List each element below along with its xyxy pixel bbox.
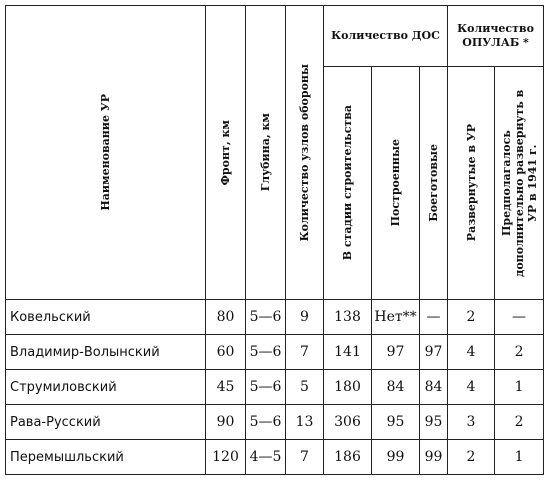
cell-front: 120 [206,440,246,475]
cell-front: 80 [206,300,246,335]
cell-dos-construction: 138 [324,300,372,335]
cell-dos-ready: — [420,300,448,335]
cell-name: Владимир-Волынский [6,335,206,370]
cell-name: Перемышльский [6,440,206,475]
cell-dos-ready: 95 [420,405,448,440]
cell-dos-construction: 180 [324,370,372,405]
cell-dos-construction: 306 [324,405,372,440]
header-opulab-deployed: Развернутые в УР [448,67,495,300]
cell-nodes: 7 [286,335,324,370]
header-dos-construction: В стадии строительства [324,67,372,300]
cell-depth: 5—6 [246,370,286,405]
cell-opulab-planned: 2 [495,405,544,440]
header-opulab-planned: Предполагалось дополнительно развернуть в УР в 1941 г. [495,67,544,300]
header-name: Наименование УР [6,6,206,300]
cell-front: 60 [206,335,246,370]
cell-dos-built: 97 [372,335,420,370]
table-row [6,300,544,335]
cell-dos-built: 95 [372,405,420,440]
cell-opulab-deployed: 4 [448,335,495,370]
cell-opulab-planned: 1 [495,440,544,475]
table-row [6,405,544,440]
header-nodes: Количество узлов обороны [286,6,324,300]
cell-dos-construction: 141 [324,335,372,370]
cell-opulab-deployed: 3 [448,405,495,440]
cell-nodes: 13 [286,405,324,440]
cell-depth: 5—6 [246,335,286,370]
header-dos-group: Количество ДОС [324,6,448,67]
cell-opulab-deployed: 2 [448,440,495,475]
cell-dos-construction: 186 [324,440,372,475]
header-dos-built: Построенные [372,67,420,300]
cell-opulab-planned: — [495,300,544,335]
header-dos-ready: Боеготовые [420,67,448,300]
cell-opulab-deployed: 4 [448,370,495,405]
cell-nodes: 5 [286,370,324,405]
cell-dos-ready: 84 [420,370,448,405]
header-front: Фронт, км [206,6,246,300]
cell-name: Ковельский [6,300,206,335]
cell-opulab-planned: 1 [495,370,544,405]
cell-dos-ready: 97 [420,335,448,370]
table-row [6,335,544,370]
cell-nodes: 7 [286,440,324,475]
table-row [6,440,544,475]
header-depth: Глубина, км [246,6,286,300]
cell-depth: 4—5 [246,440,286,475]
cell-dos-built: 99 [372,440,420,475]
header-opulab-group: Количество ОПУЛАБ * [448,6,544,67]
cell-front: 90 [206,405,246,440]
cell-depth: 5—6 [246,300,286,335]
cell-dos-built: Нет** [372,300,420,335]
cell-front: 45 [206,370,246,405]
cell-name: Струмиловский [6,370,206,405]
cell-depth: 5—6 [246,405,286,440]
ur-table [5,5,544,475]
cell-opulab-deployed: 2 [448,300,495,335]
table-row [6,370,544,405]
cell-nodes: 9 [286,300,324,335]
cell-dos-ready: 99 [420,440,448,475]
cell-dos-built: 84 [372,370,420,405]
cell-name: Рава-Русский [6,405,206,440]
cell-opulab-planned: 2 [495,335,544,370]
